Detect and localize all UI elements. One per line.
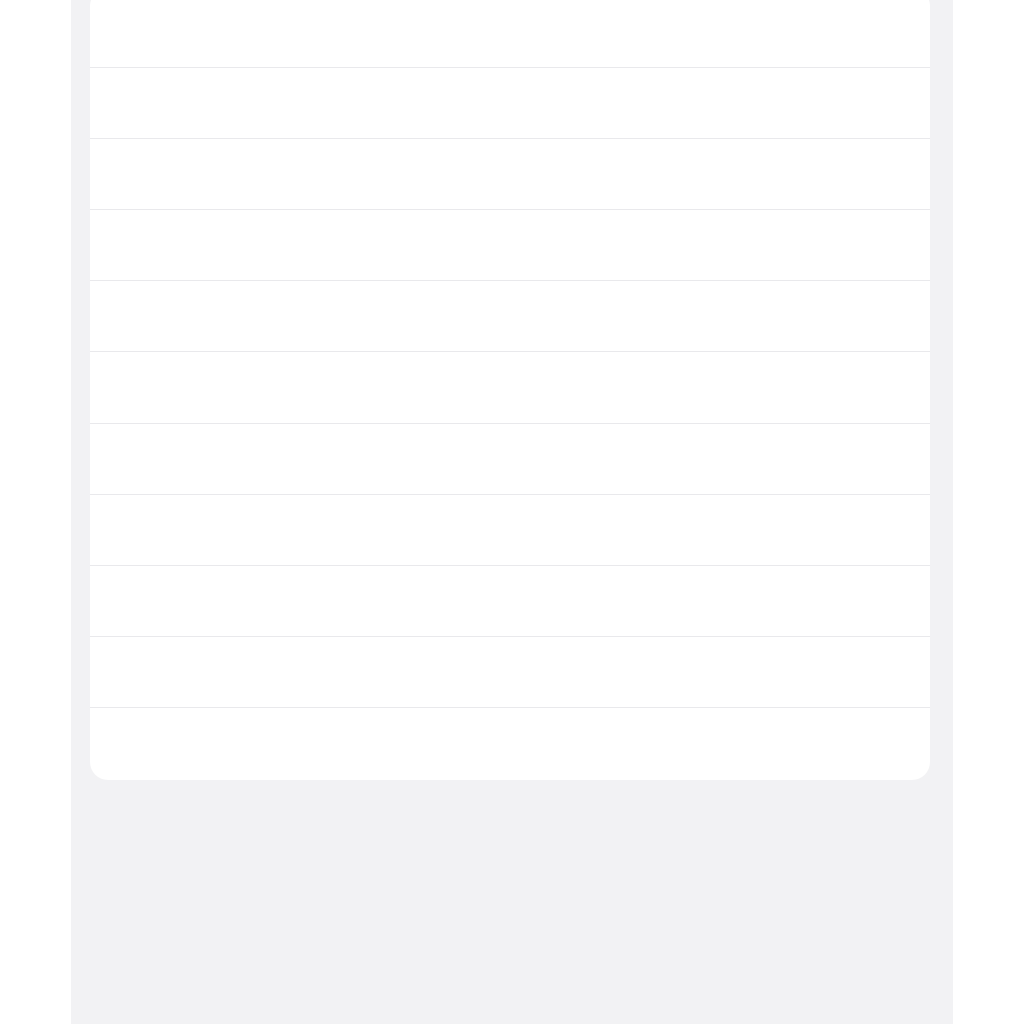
table-row (90, 280, 930, 352)
table-row (90, 351, 930, 423)
table-row (90, 67, 930, 139)
table-row (90, 138, 930, 210)
table-row (90, 636, 930, 708)
table-row (90, 494, 930, 566)
table-row (90, 209, 930, 281)
table-row (90, 707, 930, 779)
table-header-row (90, 0, 930, 66)
supplement-facts-table (90, 0, 930, 780)
table-row (90, 565, 930, 637)
table-row (90, 423, 930, 495)
